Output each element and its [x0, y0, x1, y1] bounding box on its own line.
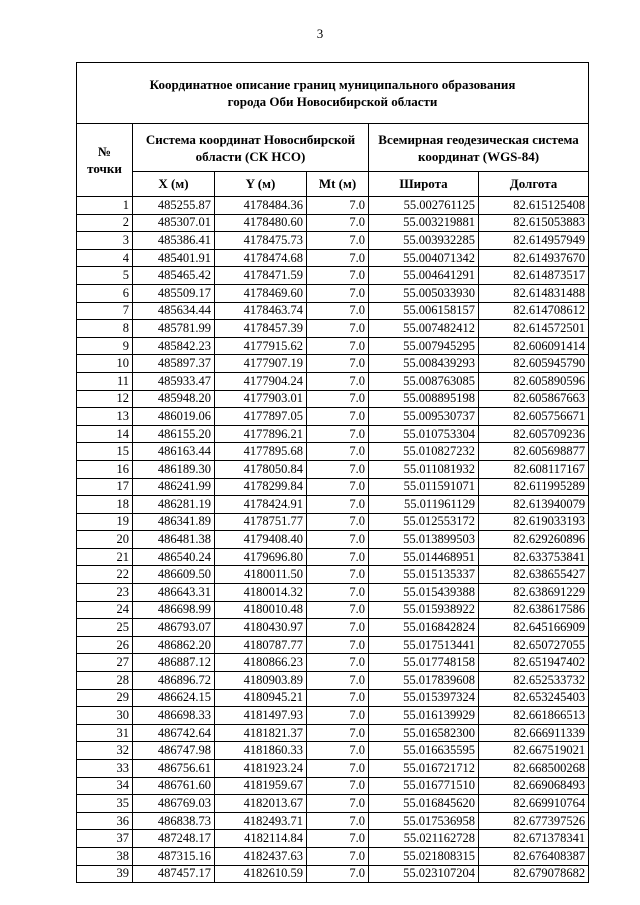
- x-cell: 486698.99: [133, 601, 215, 619]
- mt-cell: 7.0: [307, 513, 369, 531]
- latitude-column-header: Широта: [369, 172, 479, 197]
- mt-cell: 7.0: [307, 355, 369, 373]
- point-number-cell: 18: [77, 496, 133, 514]
- x-cell: 486624.15: [133, 689, 215, 707]
- table-title-line2: города Оби Новосибирской области: [227, 94, 438, 109]
- y-cell: 4177907.19: [215, 355, 307, 373]
- point-number-cell: 33: [77, 760, 133, 778]
- table-row: [77, 795, 589, 813]
- mt-cell: 7.0: [307, 865, 369, 883]
- longitude-cell: 82.605698877: [479, 443, 589, 461]
- mt-cell: 7.0: [307, 284, 369, 302]
- x-cell: 486189.30: [133, 460, 215, 478]
- x-cell: 486155.20: [133, 425, 215, 443]
- mt-cell: 7.0: [307, 707, 369, 725]
- x-cell: 487315.16: [133, 847, 215, 865]
- x-cell: 486698.33: [133, 707, 215, 725]
- point-number-cell: 28: [77, 672, 133, 690]
- table-row: [77, 267, 589, 285]
- longitude-cell: 82.645166909: [479, 619, 589, 637]
- longitude-cell: 82.667519021: [479, 742, 589, 760]
- y-cell: 4177915.62: [215, 337, 307, 355]
- point-number-cell: 1: [77, 197, 133, 215]
- coordinates-table-body: [77, 197, 589, 883]
- longitude-cell: 82.669068493: [479, 777, 589, 795]
- longitude-cell: 82.605709236: [479, 425, 589, 443]
- x-cell: 486281.19: [133, 496, 215, 514]
- mt-cell: 7.0: [307, 636, 369, 654]
- longitude-cell: 82.605867663: [479, 390, 589, 408]
- longitude-cell: 82.679078682: [479, 865, 589, 883]
- mt-cell: 7.0: [307, 425, 369, 443]
- mt-cell: 7.0: [307, 390, 369, 408]
- mt-cell: 7.0: [307, 847, 369, 865]
- latitude-cell: 55.016582300: [369, 724, 479, 742]
- point-number-cell: 12: [77, 390, 133, 408]
- longitude-cell: 82.608117167: [479, 460, 589, 478]
- y-cell: 4181923.24: [215, 760, 307, 778]
- table-row: [77, 672, 589, 690]
- point-number-cell: 7: [77, 302, 133, 320]
- point-number-cell: 11: [77, 372, 133, 390]
- x-cell: 485307.01: [133, 214, 215, 232]
- y-cell: 4178751.77: [215, 513, 307, 531]
- x-cell: 486769.03: [133, 795, 215, 813]
- longitude-cell: 82.605890596: [479, 372, 589, 390]
- mt-cell: 7.0: [307, 197, 369, 215]
- table-row: [77, 249, 589, 267]
- table-row: [77, 601, 589, 619]
- latitude-cell: 55.016721712: [369, 760, 479, 778]
- y-cell: 4178484.36: [215, 197, 307, 215]
- y-cell: 4177896.21: [215, 425, 307, 443]
- y-cell: 4181821.37: [215, 724, 307, 742]
- latitude-cell: 55.015397324: [369, 689, 479, 707]
- mt-cell: 7.0: [307, 478, 369, 496]
- x-cell: 486241.99: [133, 478, 215, 496]
- table-row: [77, 197, 589, 215]
- latitude-cell: 55.008895198: [369, 390, 479, 408]
- point-number-cell: 8: [77, 320, 133, 338]
- longitude-cell: 82.638691229: [479, 584, 589, 602]
- mt-cell: 7.0: [307, 320, 369, 338]
- mt-cell: 7.0: [307, 724, 369, 742]
- latitude-cell: 55.015135337: [369, 566, 479, 584]
- mt-cell: 7.0: [307, 566, 369, 584]
- longitude-cell: 82.611995289: [479, 478, 589, 496]
- longitude-cell: 82.614831488: [479, 284, 589, 302]
- point-number-cell: 35: [77, 795, 133, 813]
- longitude-cell: 82.638617586: [479, 601, 589, 619]
- x-cell: 485401.91: [133, 249, 215, 267]
- longitude-cell: 82.676408387: [479, 847, 589, 865]
- table-row: [77, 707, 589, 725]
- table-row: [77, 654, 589, 672]
- latitude-cell: 55.017513441: [369, 636, 479, 654]
- latitude-cell: 55.015938922: [369, 601, 479, 619]
- y-cell: 4180011.50: [215, 566, 307, 584]
- longitude-cell: 82.615053883: [479, 214, 589, 232]
- point-number-header: [77, 124, 133, 197]
- table-row: [77, 284, 589, 302]
- latitude-cell: 55.017839608: [369, 672, 479, 690]
- x-cell: 486756.61: [133, 760, 215, 778]
- mt-cell: 7.0: [307, 795, 369, 813]
- point-number-cell: 13: [77, 408, 133, 426]
- x-cell: 485933.47: [133, 372, 215, 390]
- mt-cell: 7.0: [307, 302, 369, 320]
- y-cell: 4180010.48: [215, 601, 307, 619]
- point-number-symbol: №: [97, 144, 112, 159]
- nso-system-line1: Система координат Новосибирской: [145, 131, 356, 147]
- mt-cell: 7.0: [307, 760, 369, 778]
- longitude-cell: 82.614708612: [479, 302, 589, 320]
- x-cell: 487457.17: [133, 865, 215, 883]
- mt-cell: 7.0: [307, 337, 369, 355]
- nso-system-line2: области (СК НСО): [195, 148, 306, 164]
- point-number-cell: 15: [77, 443, 133, 461]
- point-number-cell: 4: [77, 249, 133, 267]
- point-number-cell: 17: [77, 478, 133, 496]
- point-number-label: точки: [87, 161, 122, 176]
- x-cell: 486643.31: [133, 584, 215, 602]
- point-number-cell: 31: [77, 724, 133, 742]
- x-cell: 486896.72: [133, 672, 215, 690]
- mt-cell: 7.0: [307, 232, 369, 250]
- mt-cell: 7.0: [307, 672, 369, 690]
- page-number: 3: [316, 26, 324, 41]
- y-cell: 4180903.89: [215, 672, 307, 690]
- x-cell: 486862.20: [133, 636, 215, 654]
- longitude-cell: 82.615125408: [479, 197, 589, 215]
- table-row: [77, 548, 589, 566]
- table-row: [77, 812, 589, 830]
- table-title: [77, 63, 589, 124]
- point-number-cell: 3: [77, 232, 133, 250]
- y-cell: 4178299.84: [215, 478, 307, 496]
- longitude-cell: 82.605756671: [479, 408, 589, 426]
- latitude-cell: 55.011591071: [369, 478, 479, 496]
- latitude-cell: 55.008763085: [369, 372, 479, 390]
- nso-system-header: [133, 124, 369, 172]
- longitude-cell: 82.614957949: [479, 232, 589, 250]
- mt-cell: 7.0: [307, 443, 369, 461]
- y-cell: 4182493.71: [215, 812, 307, 830]
- latitude-cell: 55.023107204: [369, 865, 479, 883]
- y-cell: 4180014.32: [215, 584, 307, 602]
- latitude-cell: 55.009530737: [369, 408, 479, 426]
- point-number-cell: 5: [77, 267, 133, 285]
- longitude-cell: 82.666911339: [479, 724, 589, 742]
- longitude-cell: 82.653245403: [479, 689, 589, 707]
- mt-cell: 7.0: [307, 214, 369, 232]
- longitude-cell: 82.650727055: [479, 636, 589, 654]
- wgs-system-header: [369, 124, 589, 172]
- x-cell: 486742.64: [133, 724, 215, 742]
- x-cell: 485255.87: [133, 197, 215, 215]
- mt-cell: 7.0: [307, 249, 369, 267]
- latitude-cell: 55.015439388: [369, 584, 479, 602]
- latitude-cell: 55.008439293: [369, 355, 479, 373]
- table-row: [77, 742, 589, 760]
- y-cell: 4178471.59: [215, 267, 307, 285]
- longitude-cell: 82.652533732: [479, 672, 589, 690]
- latitude-cell: 55.004071342: [369, 249, 479, 267]
- longitude-cell: 82.661866513: [479, 707, 589, 725]
- table-row: [77, 584, 589, 602]
- longitude-cell: 82.613940079: [479, 496, 589, 514]
- table-row: [77, 232, 589, 250]
- table-row: [77, 830, 589, 848]
- mt-column-header: Mt (м): [307, 172, 369, 197]
- table-row: [77, 372, 589, 390]
- point-number-cell: 20: [77, 531, 133, 549]
- x-cell: 487248.17: [133, 830, 215, 848]
- coordinates-table: [76, 62, 589, 883]
- point-number-cell: 32: [77, 742, 133, 760]
- longitude-cell: 82.606091414: [479, 337, 589, 355]
- longitude-cell: 82.633753841: [479, 548, 589, 566]
- table-row: [77, 619, 589, 637]
- point-number-cell: 14: [77, 425, 133, 443]
- point-number-cell: 10: [77, 355, 133, 373]
- latitude-cell: 55.003932285: [369, 232, 479, 250]
- table-row: [77, 443, 589, 461]
- mt-cell: 7.0: [307, 584, 369, 602]
- latitude-cell: 55.010827232: [369, 443, 479, 461]
- x-cell: 485897.37: [133, 355, 215, 373]
- longitude-cell: 82.651947402: [479, 654, 589, 672]
- x-cell: 486609.50: [133, 566, 215, 584]
- x-cell: 485634.44: [133, 302, 215, 320]
- mt-cell: 7.0: [307, 460, 369, 478]
- mt-cell: 7.0: [307, 601, 369, 619]
- table-row: [77, 689, 589, 707]
- y-cell: 4178480.60: [215, 214, 307, 232]
- mt-cell: 7.0: [307, 830, 369, 848]
- latitude-cell: 55.017748158: [369, 654, 479, 672]
- point-number-cell: 22: [77, 566, 133, 584]
- y-cell: 4182013.67: [215, 795, 307, 813]
- wgs-system-line2: координат (WGS-84): [418, 148, 540, 164]
- latitude-cell: 55.021808315: [369, 847, 479, 865]
- point-number-cell: 39: [77, 865, 133, 883]
- latitude-cell: 55.013899503: [369, 531, 479, 549]
- latitude-cell: 55.006158157: [369, 302, 479, 320]
- longitude-cell: 82.638655427: [479, 566, 589, 584]
- latitude-cell: 55.016139929: [369, 707, 479, 725]
- latitude-cell: 55.014468951: [369, 548, 479, 566]
- point-number-cell: 24: [77, 601, 133, 619]
- table-row: [77, 337, 589, 355]
- table-row: [77, 865, 589, 883]
- y-cell: 4177897.05: [215, 408, 307, 426]
- y-column-header: Y (м): [215, 172, 307, 197]
- y-cell: 4182437.63: [215, 847, 307, 865]
- x-cell: 485386.41: [133, 232, 215, 250]
- latitude-cell: 55.016845620: [369, 795, 479, 813]
- table-row: [77, 478, 589, 496]
- wgs-system-line1: Всемирная геодезическая система: [378, 131, 579, 147]
- latitude-cell: 55.021162728: [369, 830, 479, 848]
- latitude-cell: 55.016771510: [369, 777, 479, 795]
- mt-cell: 7.0: [307, 619, 369, 637]
- table-row: [77, 760, 589, 778]
- longitude-cell: 82.669910764: [479, 795, 589, 813]
- mt-cell: 7.0: [307, 372, 369, 390]
- table-row: [77, 355, 589, 373]
- longitude-cell: 82.614873517: [479, 267, 589, 285]
- x-cell: 486887.12: [133, 654, 215, 672]
- table-row: [77, 724, 589, 742]
- x-cell: 486481.38: [133, 531, 215, 549]
- y-cell: 4178463.74: [215, 302, 307, 320]
- y-cell: 4177903.01: [215, 390, 307, 408]
- latitude-cell: 55.004641291: [369, 267, 479, 285]
- table-row: [77, 847, 589, 865]
- longitude-cell: 82.614937670: [479, 249, 589, 267]
- point-number-cell: 19: [77, 513, 133, 531]
- point-number-cell: 25: [77, 619, 133, 637]
- point-number-cell: 34: [77, 777, 133, 795]
- y-cell: 4177904.24: [215, 372, 307, 390]
- y-cell: 4178424.91: [215, 496, 307, 514]
- mt-cell: 7.0: [307, 777, 369, 795]
- table-row: [77, 531, 589, 549]
- latitude-cell: 55.003219881: [369, 214, 479, 232]
- longitude-cell: 82.614572501: [479, 320, 589, 338]
- point-number-cell: 23: [77, 584, 133, 602]
- x-cell: 485781.99: [133, 320, 215, 338]
- table-row: [77, 320, 589, 338]
- table-row: [77, 513, 589, 531]
- point-number-cell: 9: [77, 337, 133, 355]
- mt-cell: 7.0: [307, 496, 369, 514]
- table-row: [77, 460, 589, 478]
- longitude-cell: 82.677397526: [479, 812, 589, 830]
- x-cell: 485509.17: [133, 284, 215, 302]
- y-cell: 4178474.68: [215, 249, 307, 267]
- y-cell: 4180787.77: [215, 636, 307, 654]
- latitude-cell: 55.007482412: [369, 320, 479, 338]
- table-row: [77, 496, 589, 514]
- point-number-cell: 29: [77, 689, 133, 707]
- mt-cell: 7.0: [307, 267, 369, 285]
- table-row: [77, 214, 589, 232]
- table-row: [77, 425, 589, 443]
- point-number-cell: 26: [77, 636, 133, 654]
- latitude-cell: 55.016842824: [369, 619, 479, 637]
- x-cell: 486341.89: [133, 513, 215, 531]
- y-cell: 4178050.84: [215, 460, 307, 478]
- longitude-cell: 82.629260896: [479, 531, 589, 549]
- y-cell: 4179696.80: [215, 548, 307, 566]
- longitude-cell: 82.668500268: [479, 760, 589, 778]
- table-row: [77, 390, 589, 408]
- latitude-cell: 55.012553172: [369, 513, 479, 531]
- point-number-cell: 38: [77, 847, 133, 865]
- longitude-column-header: Долгота: [479, 172, 589, 197]
- table-row: [77, 566, 589, 584]
- x-cell: 486747.98: [133, 742, 215, 760]
- latitude-cell: 55.007945295: [369, 337, 479, 355]
- mt-cell: 7.0: [307, 408, 369, 426]
- mt-cell: 7.0: [307, 531, 369, 549]
- x-column-header: X (м): [133, 172, 215, 197]
- mt-cell: 7.0: [307, 654, 369, 672]
- x-cell: 486838.73: [133, 812, 215, 830]
- x-cell: 485465.42: [133, 267, 215, 285]
- table-row: [77, 777, 589, 795]
- y-cell: 4181497.93: [215, 707, 307, 725]
- y-cell: 4180945.21: [215, 689, 307, 707]
- point-number-cell: 30: [77, 707, 133, 725]
- y-cell: 4182610.59: [215, 865, 307, 883]
- y-cell: 4178475.73: [215, 232, 307, 250]
- table-row: [77, 636, 589, 654]
- table-row: [77, 408, 589, 426]
- y-cell: 4177895.68: [215, 443, 307, 461]
- point-number-cell: 2: [77, 214, 133, 232]
- latitude-cell: 55.002761125: [369, 197, 479, 215]
- x-cell: 485842.23: [133, 337, 215, 355]
- y-cell: 4181959.67: [215, 777, 307, 795]
- longitude-cell: 82.605945790: [479, 355, 589, 373]
- latitude-cell: 55.016635595: [369, 742, 479, 760]
- mt-cell: 7.0: [307, 812, 369, 830]
- x-cell: 486163.44: [133, 443, 215, 461]
- point-number-cell: 37: [77, 830, 133, 848]
- latitude-cell: 55.017536958: [369, 812, 479, 830]
- point-number-cell: 6: [77, 284, 133, 302]
- latitude-cell: 55.005033930: [369, 284, 479, 302]
- point-number-cell: 16: [77, 460, 133, 478]
- mt-cell: 7.0: [307, 689, 369, 707]
- x-cell: 486793.07: [133, 619, 215, 637]
- y-cell: 4181860.33: [215, 742, 307, 760]
- y-cell: 4180866.23: [215, 654, 307, 672]
- latitude-cell: 55.010753304: [369, 425, 479, 443]
- point-number-cell: 21: [77, 548, 133, 566]
- x-cell: 486761.60: [133, 777, 215, 795]
- point-number-cell: 27: [77, 654, 133, 672]
- latitude-cell: 55.011081932: [369, 460, 479, 478]
- y-cell: 4178469.60: [215, 284, 307, 302]
- x-cell: 486540.24: [133, 548, 215, 566]
- latitude-cell: 55.011961129: [369, 496, 479, 514]
- y-cell: 4178457.39: [215, 320, 307, 338]
- x-cell: 486019.06: [133, 408, 215, 426]
- mt-cell: 7.0: [307, 548, 369, 566]
- mt-cell: 7.0: [307, 742, 369, 760]
- longitude-cell: 82.619033193: [479, 513, 589, 531]
- table-title-line1: Координатное описание границ муниципального образования: [149, 77, 516, 92]
- y-cell: 4180430.97: [215, 619, 307, 637]
- y-cell: 4179408.40: [215, 531, 307, 549]
- table-row: [77, 302, 589, 320]
- longitude-cell: 82.671378341: [479, 830, 589, 848]
- y-cell: 4182114.84: [215, 830, 307, 848]
- x-cell: 485948.20: [133, 390, 215, 408]
- point-number-cell: 36: [77, 812, 133, 830]
